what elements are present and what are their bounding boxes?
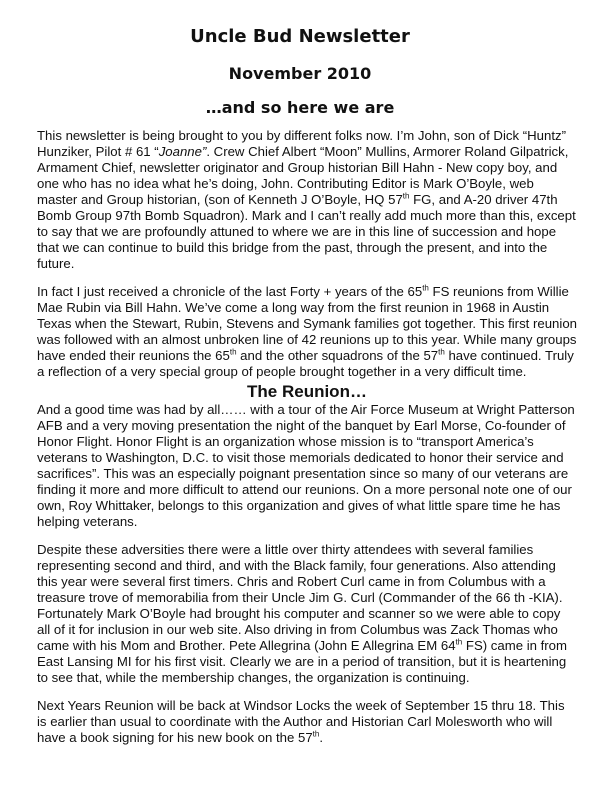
text-run: FS reunions from Willie Mae Rubin via Bill Hahn. We’ve come a long way from the first reunion in 1968 in Austin Texas when the Stewart, Rubin, Stevens and Symank families got together. This first reunion was followed with an almost unbroken line of 42 reunions up to this year. While many groups have ended their reunions the 65 — [37, 284, 577, 363]
paragraph-reunion: And a good time was had by all…… with a tour of the Air Force Museum at Wright Patterson AFB and a very moving presentation the night of the banquet by Earl Morse, Co-founder of Honor Flight. Honor Flight is an organization whose mission is to “transport America’s veterans to Washington, D.C. to visit those memorials dedicated to honor their service and sacrifices”. This was an especially poignant presentation since so many of our veterans are finding it more and more difficult to attend our reunions. On a more personal note one of our own, Roy Whittaker, belongs to this organization and gives of what little spare time he has helping veterans. — [37, 402, 575, 529]
article-body — [37, 128, 577, 758]
ordinal-suffix: th — [422, 283, 429, 293]
aircraft-name: Joanne” — [158, 144, 207, 159]
text-run: In fact I just received a chronicle of the last Forty + years of the 65 — [37, 284, 423, 299]
text-run: This newsletter is being brought to you by different folks now. I’m John, son of Dick “Huntz” Hunziker, Pilot # 61 “ — [37, 128, 566, 159]
newsletter-title: Uncle Bud Newsletter — [190, 26, 410, 47]
paragraph-attendees — [37, 542, 577, 686]
text-run: Next Years Reunion will be back at Windsor Locks the week of September 15 thru 18. This is earlier than usual to coordinate with the Author and Historian Carl Molesworth who will have a book signing for his new book on the 57 — [37, 698, 565, 745]
paragraph-chronicle — [37, 284, 577, 380]
ordinal-suffix: th — [455, 637, 463, 647]
paragraph-next-reunion — [37, 698, 577, 746]
paragraph-intro — [37, 128, 577, 272]
text-run: FG, and A-20 driver 47th Bomb Group 97th Bomb Squadron). Mark and I can’t really add much more than this, except to say that we are profoundly attuned to where we are in this line of succession and hope that we can continue to build this bridge from the past, through the present, and into the future. — [37, 192, 576, 271]
text-run: and the other squadrons of the 57 — [236, 348, 439, 363]
issue-date: November 2010 — [228, 64, 372, 83]
ordinal-suffix: th — [402, 191, 410, 201]
text-run: Despite these adversities there were a little over thirty attendees with several families representing second and third, and with the Black family, four generations. Also attending this year were several first timers. Chris and Robert Curl came in from Columbus with a treasure trove of memorabilia from their Uncle Jim G. Curl (Commander of the 66 th -KIA). Fortunately Mark O’Boyle had brought his computer and scanner so we were able to copy all of it for inclusion in our web site. Also driving in from Columbus was Zack Thomas who came with his Mom and Brother. Pete Allegrina (John E Allegrina EM 64 — [37, 542, 563, 653]
section-heading-reunion: The Reunion… — [247, 382, 367, 401]
text-run: have continued. Truly a reflection of a very special group of people brought together in a very difficult time. — [37, 348, 574, 379]
text-run: . — [319, 730, 324, 745]
text-run: . Crew Chief Albert “Moon” Mullins, Armorer Roland Gilpatrick, Armament Chief, newsletter originator and Group historian Bill Hahn - New copy boy, and one who has no idea what he’s doing, John. Contributing Editor is Mark O’Boyle, web master and Group historian, (son of Kenneth J O’Boyle, HQ 57 — [37, 144, 569, 207]
text-run: FS) came in from East Lansing MI for his first visit. Clearly we are in a period of transition, but it is heartening to see that, while the membership changes, the organization is continuing. — [37, 638, 568, 685]
ordinal-suffix: th — [438, 347, 445, 357]
section-heading-intro: …and so here we are — [205, 98, 395, 117]
ordinal-suffix: th — [229, 347, 237, 357]
ordinal-suffix: th — [312, 729, 320, 739]
